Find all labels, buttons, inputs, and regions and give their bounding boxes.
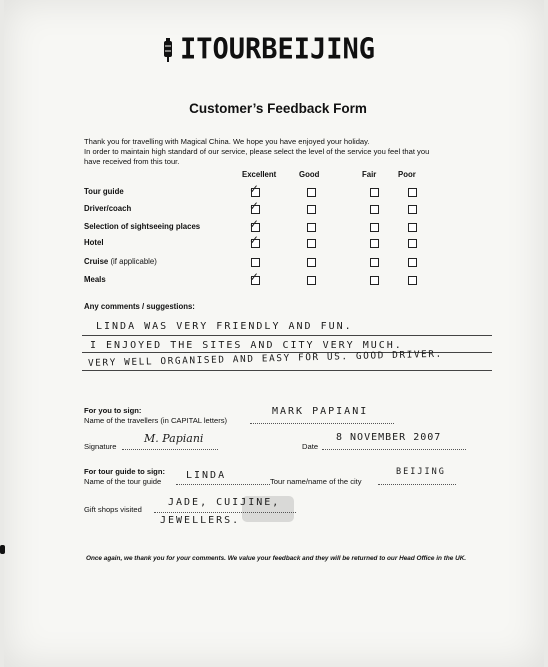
intro-line: In order to maintain high standard of our service, please select the level of the service you feel that you (84, 147, 430, 156)
comment-text: VERY WELL ORGANISED AND EASY FOR US. GOOD DRIVER. (87, 348, 443, 369)
gift-value: JADE, CUIJINE, (168, 497, 281, 508)
tour-value: BEIJING (396, 467, 446, 477)
check-mark-icon: ✓ (249, 233, 260, 247)
rating-checkbox-good[interactable] (307, 188, 316, 197)
guide-label: Name of the tour guide (84, 477, 162, 486)
tour-label: Tour name/name of the city (270, 477, 362, 486)
feedback-form-page (4, 0, 544, 667)
date-label: Date (302, 442, 319, 451)
check-mark-icon: ✓ (249, 217, 260, 231)
rating-row-label (84, 238, 104, 247)
rating-row-name: Selection of sightseeing places (84, 222, 201, 231)
rating-row-label (84, 257, 157, 266)
rating-checkbox-fair[interactable] (370, 258, 379, 267)
brand-name: ITOURBEIJING (180, 33, 376, 66)
tour-line (378, 484, 456, 485)
signature-line (122, 449, 218, 450)
rating-checkbox-fair[interactable] (370, 276, 379, 285)
comment-line (82, 335, 492, 336)
rating-checkbox-poor[interactable] (408, 276, 417, 285)
rating-row-name: Tour guide (84, 187, 124, 196)
comments-label: Any comments / suggestions: (84, 302, 195, 311)
guide-value: LINDA (186, 470, 227, 481)
column-fair: Fair (362, 170, 377, 179)
rating-checkbox-poor[interactable] (408, 223, 417, 232)
rating-row-note: (if applicable) (108, 257, 157, 266)
rating-checkbox-good[interactable] (307, 276, 316, 285)
rating-row-label (84, 204, 131, 213)
rating-row-label (84, 222, 200, 231)
column-poor: Poor (398, 170, 416, 179)
rating-checkbox-good[interactable] (307, 205, 316, 214)
gift-label: Gift shops visited (84, 505, 142, 514)
rating-row-name: Hotel (84, 238, 104, 247)
rating-checkbox-poor[interactable] (408, 239, 417, 248)
rating-checkbox-excellent[interactable] (251, 258, 260, 267)
intro-line: Thank you for travelling with Magical China. We hope you have enjoyed your holiday. (84, 137, 370, 146)
rating-checkbox-good[interactable] (307, 223, 316, 232)
guide-heading: For tour guide to sign: (84, 467, 165, 476)
names-label: Name of the travellers (in CAPITAL letters) (84, 416, 228, 425)
comment-text: LINDA WAS VERY FRIENDLY AND FUN. (96, 321, 353, 332)
punch-hole (0, 545, 5, 554)
rating-row-name: Meals (84, 275, 106, 284)
gift-value: JEWELLERS. (160, 515, 241, 526)
column-good: Good (299, 170, 320, 179)
gift-line (154, 512, 296, 513)
rating-checkbox-fair[interactable] (370, 223, 379, 232)
brand-logo (162, 34, 375, 65)
check-mark-icon: ✓ (249, 270, 260, 284)
lantern-icon (162, 38, 174, 62)
intro-line: have received from this tour. (84, 157, 180, 166)
intro-text (84, 137, 504, 167)
column-excellent: Excellent (242, 170, 277, 179)
sign-heading: For you to sign: (84, 406, 142, 415)
date-value: 8 NOVEMBER 2007 (336, 432, 442, 443)
guide-line (176, 484, 270, 485)
form-title: Customer’s Feedback Form (189, 101, 367, 116)
comment-text: I ENJOYED THE SITES AND CITY VERY MUCH. (90, 340, 403, 351)
rating-row-label (84, 275, 106, 284)
rating-checkbox-poor[interactable] (408, 205, 417, 214)
rating-checkbox-fair[interactable] (370, 239, 379, 248)
rating-checkbox-good[interactable] (307, 258, 316, 267)
signature-value: M. Papiani (144, 432, 204, 445)
rating-checkbox-good[interactable] (307, 239, 316, 248)
rating-checkbox-poor[interactable] (408, 188, 417, 197)
names-value: MARK PAPIANI (272, 406, 369, 417)
rating-row-name: Driver/coach (84, 204, 132, 213)
rating-checkbox-fair[interactable] (370, 205, 379, 214)
rating-row-label (84, 187, 124, 196)
rating-row-name: Cruise (84, 257, 109, 266)
comment-line (82, 370, 492, 371)
rating-checkbox-fair[interactable] (370, 188, 379, 197)
signature-label: Signature (84, 442, 117, 451)
names-line (250, 423, 394, 424)
date-line (322, 449, 466, 450)
footer-note: Once again, we thank you for your comments. We value your feedback and they will be returned to our Head Office in the UK. (86, 555, 467, 562)
check-mark-icon: ✓ (249, 199, 260, 213)
check-mark-icon: ✓ (249, 182, 260, 196)
rating-checkbox-poor[interactable] (408, 258, 417, 267)
